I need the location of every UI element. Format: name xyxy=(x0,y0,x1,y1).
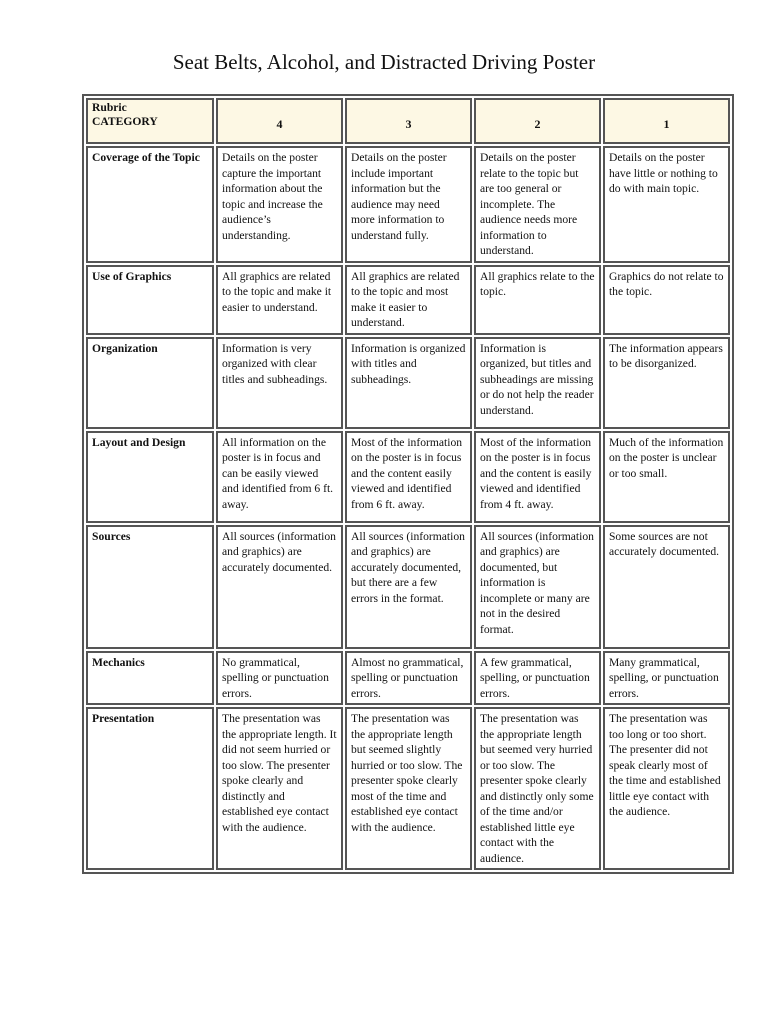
table-cell: Details on the poster include important information but the audience may need more information to understand fully. xyxy=(345,146,472,263)
table-cell: Much of the information on the poster is unclear or too small. xyxy=(603,431,730,523)
category-header-cell xyxy=(86,98,214,144)
table-cell: All information on the poster is in focus and can be easily viewed and identified from 6 ft. away. xyxy=(216,431,343,523)
table-cell: Many grammatical, spelling, or punctuation errors. xyxy=(603,651,730,706)
score-header-4: 4 xyxy=(216,98,343,144)
table-cell: Details on the poster have little or nothing to do with main topic. xyxy=(603,146,730,263)
score-header-1: 1 xyxy=(603,98,730,144)
score-header-3: 3 xyxy=(345,98,472,144)
table-header-row xyxy=(86,98,730,144)
table-cell: The presentation was the appropriate length but seemed slightly hurried or too slow. The presenter spoke clearly most of the time and established eye contact with the audience. xyxy=(345,707,472,870)
table-cell: All graphics are related to the topic and make it easier to understand. xyxy=(216,265,343,335)
table-row xyxy=(86,265,730,335)
row-category: Organization xyxy=(86,337,214,429)
table-cell: All sources (information and graphics) are accurately documented, but there are a few errors in the format. xyxy=(345,525,472,649)
table-row xyxy=(86,431,730,523)
row-category: Layout and Design xyxy=(86,431,214,523)
table-cell: The presentation was the appropriate length but seemed very hurried or too slow. The presenter spoke clearly and distinctly only some of the time and/or established little eye contact with the audience. xyxy=(474,707,601,870)
category-label: CATEGORY xyxy=(92,115,158,128)
table-cell: Information is organized, but titles and subheadings are missing or do not help the reader understand. xyxy=(474,337,601,429)
table-cell: Details on the poster capture the important information about the topic and increase the audience’s understanding. xyxy=(216,146,343,263)
row-category: Presentation xyxy=(86,707,214,870)
table-cell: Most of the information on the poster is in focus and the content easily viewed and identified from 6 ft. away. xyxy=(345,431,472,523)
table-cell: All sources (information and graphics) are documented, but information is incomplete or many are not in the desired format. xyxy=(474,525,601,649)
table-row xyxy=(86,525,730,649)
table-row xyxy=(86,337,730,429)
page-title: Seat Belts, Alcohol, and Distracted Driving Poster xyxy=(172,50,596,74)
table-cell: All graphics are related to the topic and most make it easier to understand. xyxy=(345,265,472,335)
table-row xyxy=(86,707,730,870)
row-category: Mechanics xyxy=(86,651,214,706)
rubric-table xyxy=(82,94,734,874)
score-header-2: 2 xyxy=(474,98,601,144)
table-cell: Information is organized with titles and subheadings. xyxy=(345,337,472,429)
table-cell: The presentation was too long or too short. The presenter did not speak clearly most of the time and established little eye contact with the audience. xyxy=(603,707,730,870)
row-category: Sources xyxy=(86,525,214,649)
row-category: Coverage of the Topic xyxy=(86,146,214,263)
table-cell: All graphics relate to the topic. xyxy=(474,265,601,335)
rubric-label: Rubric xyxy=(92,101,127,114)
table-cell: Information is very organized with clear titles and subheadings. xyxy=(216,337,343,429)
table-cell: Details on the poster relate to the topic but are too general or incomplete. The audience needs more information to understand. xyxy=(474,146,601,263)
table-cell: No grammatical, spelling or punctuation errors. xyxy=(216,651,343,706)
table-cell: Almost no grammatical, spelling or punctuation errors. xyxy=(345,651,472,706)
table-row xyxy=(86,146,730,263)
table-cell: The information appears to be disorganized. xyxy=(603,337,730,429)
table-cell: A few grammatical, spelling, or punctuation errors. xyxy=(474,651,601,706)
table-row xyxy=(86,651,730,706)
table-cell: Some sources are not accurately documented. xyxy=(603,525,730,649)
table-cell: Most of the information on the poster is in focus and the content is easily viewed and identified from 4 ft. away. xyxy=(474,431,601,523)
row-category: Use of Graphics xyxy=(86,265,214,335)
table-cell: The presentation was the appropriate length. It did not seem hurried or too slow. The presenter spoke clearly and distinctly and established eye contact with the audience. xyxy=(216,707,343,870)
table-cell: Graphics do not relate to the topic. xyxy=(603,265,730,335)
table-cell: All sources (information and graphics) are accurately documented. xyxy=(216,525,343,649)
